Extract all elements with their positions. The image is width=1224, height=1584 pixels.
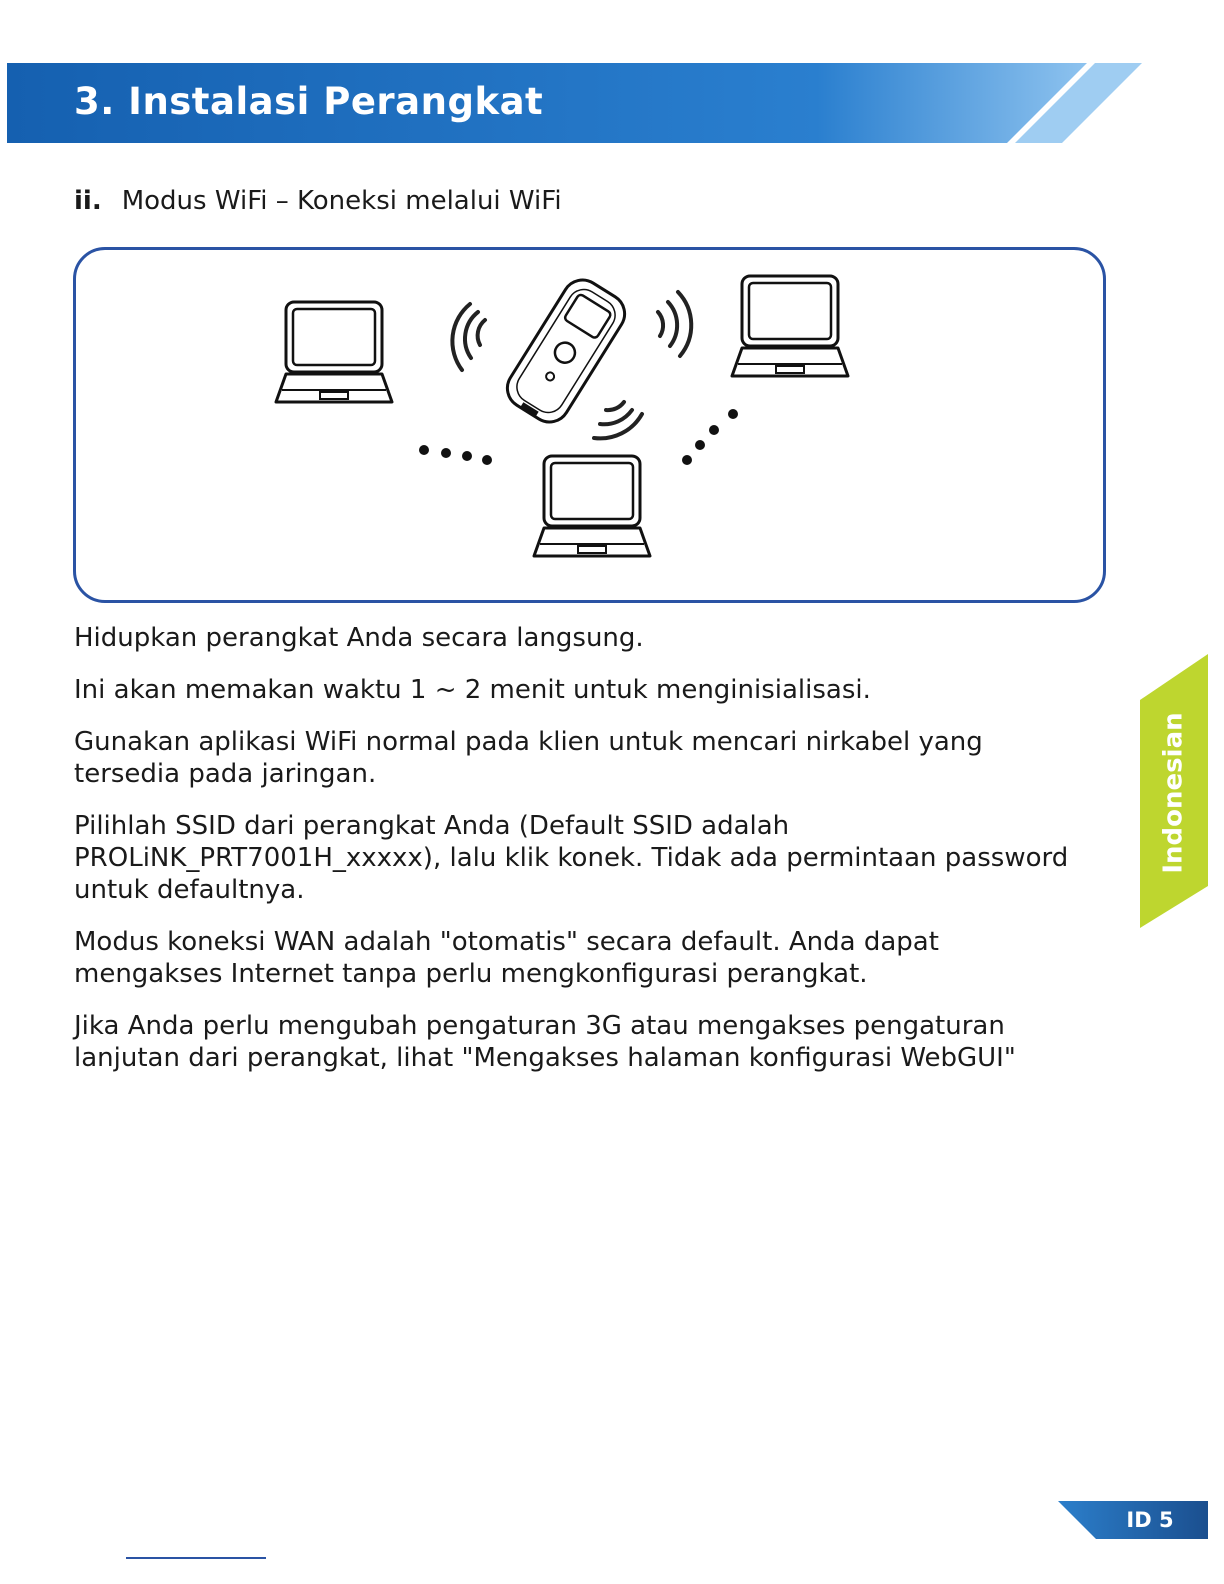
- footer-rule: [126, 1557, 266, 1559]
- paragraph: Jika Anda perlu mengubah pengaturan 3G atau mengakses pengaturan lanjutan dari perangkat, lihat "Mengakses halaman konfigurasi WebGUI": [74, 1011, 1016, 1073]
- wifi-waves-icon-right: [658, 292, 691, 356]
- page-title: 3. Instalasi Perangkat: [74, 80, 544, 123]
- connection-dots-left: [419, 445, 492, 465]
- section-heading: [74, 186, 562, 216]
- laptop-icon-right: [732, 276, 848, 376]
- instructions: [74, 622, 1144, 1074]
- connection-dots-right: [682, 409, 738, 465]
- section-title: Modus WiFi – Koneksi melalui WiFi: [121, 186, 562, 216]
- paragraph: Gunakan aplikasi WiFi normal pada klien untuk mencari nirkabel yang tersedia pada jaringan.: [74, 727, 983, 789]
- section-number: ii.: [74, 186, 102, 216]
- laptop-icon-bottom: [534, 456, 650, 556]
- paragraph: Pilihlah SSID dari perangkat Anda (Default SSID adalah PROLiNK_PRT7001H_xxxxx), lalu klik konek. Tidak ada permintaan password untuk defaultnya.: [74, 811, 1069, 905]
- wifi-diagram: [76, 250, 1109, 606]
- wifi-waves-icon-bottom: [594, 402, 642, 438]
- paragraph: Ini akan memakan waktu 1 ~ 2 menit untuk menginisialisasi.: [74, 675, 871, 705]
- laptop-icon-left: [276, 302, 392, 402]
- paragraph: Hidupkan perangkat Anda secara langsung.: [74, 623, 644, 653]
- mobile-router-icon: [500, 272, 632, 429]
- language-tab-label: Indonesian: [1159, 712, 1189, 874]
- page-number: ID 5: [1126, 1508, 1174, 1532]
- diagram-frame: [73, 247, 1106, 603]
- paragraph: Modus koneksi WAN adalah "otomatis" secara default. Anda dapat mengakses Internet tanpa perlu mengkonfigurasi perangkat.: [74, 927, 939, 989]
- wifi-waves-icon-left: [452, 304, 485, 370]
